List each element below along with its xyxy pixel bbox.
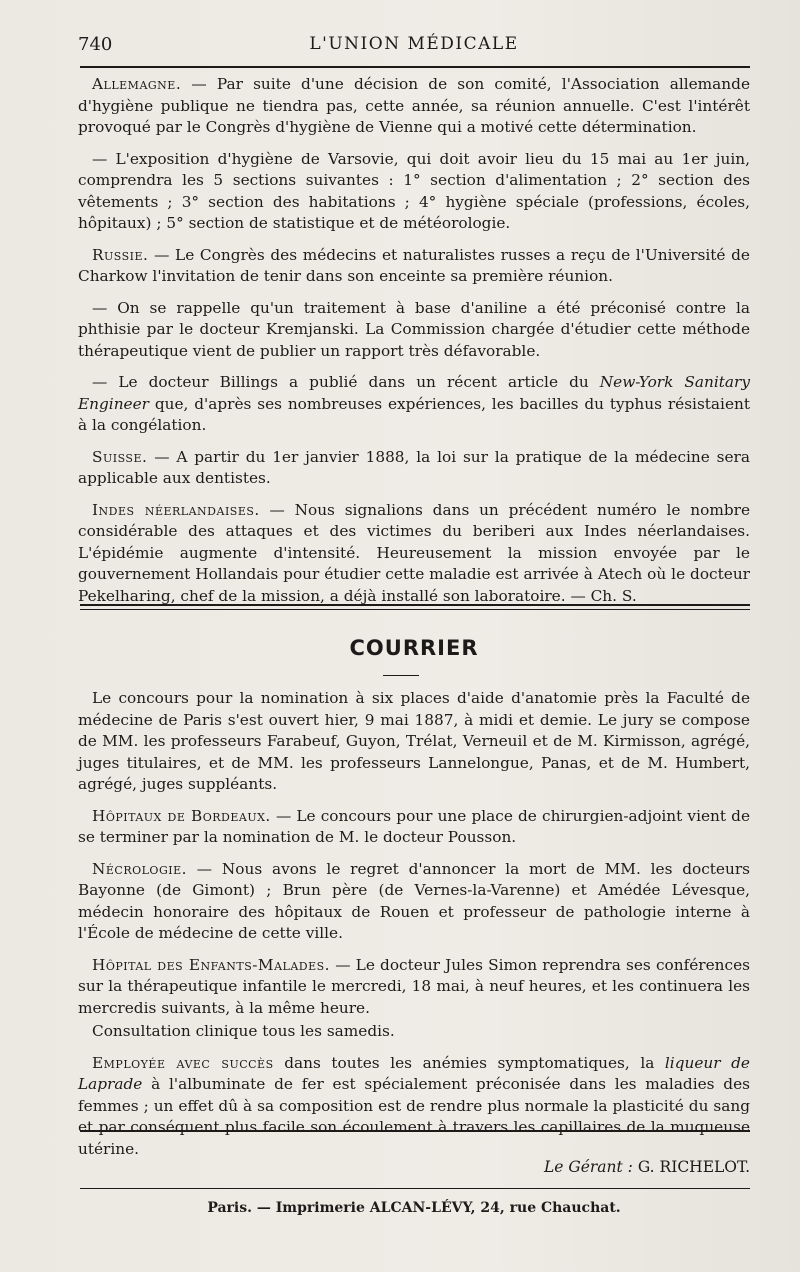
news-item-russie: Russie. — Le Congrès des médecins et naturalistes russes a reçu de l'Université de Charkow l'invitation de tenir dans son enceinte sa première réunion.: [78, 245, 750, 285]
courrier-item-consultation: Consultation clinique tous les samedis.: [92, 1022, 395, 1040]
gerant-signature: [78, 1158, 750, 1176]
page-number: 740: [78, 34, 113, 55]
courrier-item-bordeaux: Hôpitaux de Bordeaux. — Le concours pour une place de chirurgien-adjoint vient de se terminer par la nomination de M. le docteur Pousson.: [78, 806, 750, 846]
news-item-varsovie: — L'exposition d'hygiène de Varsovie, qui doit avoir lieu du 15 mai au 1er juin, comprendra les 5 sections suivantes : 1° section d'alimentation ; 2° section des vêtements ; 3° section des habitations ; 4° hygiène spéciale (professions, écoles, hôpitaux) ; 5° section de statistique et de météorologie.: [78, 149, 750, 232]
news-item-billings: — Le docteur Billings a publié dans un récent article du New-York Sanitary Engineer que, d'après ses nombreuses expériences, les bacilles du typhus résistaient à la congélation.: [78, 373, 750, 434]
section-label: Russie.: [92, 245, 149, 264]
section-double-rule-bottom: [80, 609, 750, 610]
imprint-rule: [80, 1188, 750, 1189]
product-name: liqueur de Laprade: [78, 1053, 750, 1093]
section-label: Allemagne.: [92, 75, 182, 93]
news-item-aniline: — On se rappelle qu'un traitement à base d'aniline a été préconisé contre la phthisie par le docteur Kremjanski. La Commission chargée d'étudier cette méthode thérapeutique vient de publier un rapport très défavorable.: [78, 298, 750, 360]
running-title: L'UNION MÉDICALE: [309, 34, 519, 54]
section-label: Hôpitaux de Bordeaux.: [92, 806, 271, 825]
printer-imprint: Paris. — Imprimerie ALCAN-LÉVY, 24, rue Chauchat.: [207, 1200, 621, 1216]
section-label: Indes néerlandaises.: [92, 500, 260, 519]
courrier-item-concours: Le concours pour la nomination à six places d'aide d'anatomie près la Faculté de médecine de Paris s'est ouvert hier, 9 mai 1887, à midi et demie. Le jury se compose de MM. les professeurs Farabeuf, Guyon, Trélat, Verneuil et de M. Kirmisson, agrégé, juges titulaires, et de MM. les professeurs Lannelongue, Panas, et de M. Humbert, agrégé, juges suppléants.: [78, 689, 750, 793]
news-item-suisse: Suisse. — A partir du 1er janvier 1888, la loi sur la pratique de la médecine sera applicable aux dentistes.: [78, 447, 750, 487]
gerant-label: Le Gérant :: [543, 1158, 633, 1176]
section-label: Suisse.: [92, 447, 148, 466]
courrier-item-enfants-malades: Hôpital des Enfants-Malades. — Le docteur Jules Simon reprendra ses conférences sur la thérapeutique infantile le mercredi, 18 mai, à neuf heures, et les continuera les mercredis suivants, à la même heure.: [78, 955, 750, 1017]
courrier-title: COURRIER: [349, 636, 479, 660]
courrier-item-laprade: Employée avec succès dans toutes les anémies symptomatiques, la liqueur de Laprade à l'albuminate de fer est spécialement préconisée dans les maladies des femmes ; un effet dû à sa composition est de rendre plus normale la plasticité du sang et par conséquent plus facile son écoulement à travers les capillaires de la muqueuse utérine.: [78, 1053, 750, 1158]
page-header: [78, 34, 750, 60]
section-double-rule-top: [80, 604, 750, 606]
courrier-section: [78, 688, 750, 1170]
news-item-allemagne: Allemagne. — Par suite d'une décision de son comité, l'Association allemande d'hygiène publique ne tiendra pas, cette année, sa réunion annuelle. C'est l'intérêt provoqué par le Congrès d'hygiène de Vienne qui a motivé cette détermination.: [78, 75, 750, 136]
section-label: Nécrologie.: [92, 859, 187, 878]
news-item-indes: Indes néerlandaises. — Nous signalions dans un précédent numéro le nombre considérable des attaques et des victimes du beriberi aux Indes néerlandaises. L'épidémie augmente d'intensité. Heureusement la mission envoyée par le gouvernement Hollandais pour étudier cette maladie est arrivée à Atech où le docteur Pekelharing, chef de la mission, a déjà installé son laboratoire. — Ch. S.: [78, 500, 750, 605]
header-rule: [80, 66, 750, 68]
section-label: Employée avec succès: [92, 1053, 274, 1072]
section-label: Hôpital des Enfants-Malades.: [92, 955, 331, 974]
title-underline: [383, 675, 419, 676]
footer-rule: [80, 1130, 750, 1132]
gerant-name: G. RICHELOT.: [637, 1158, 750, 1176]
journal-title: New-York Sanitary Engineer: [78, 373, 750, 413]
news-section: [78, 74, 750, 617]
courrier-item-necrologie: Nécrologie. — Nous avons le regret d'annoncer la mort de MM. les docteurs Bayonne (de Gimont) ; Brun père (de Vernes-la-Varenne) et Amédée Lévesque, médecin honoraire des hôpitaux de Rouen et professeur de pathologie interne à l'École de médecine de cette ville.: [78, 859, 750, 942]
